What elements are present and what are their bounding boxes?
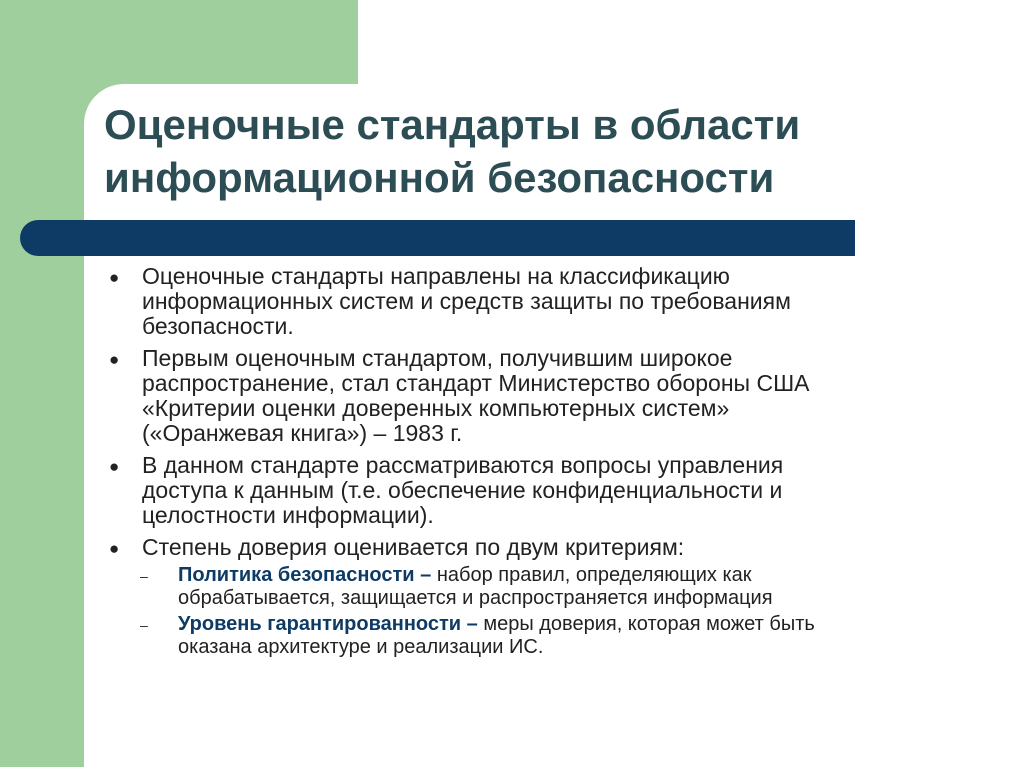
bullet-text-line: Оценочные стандарты направлены на классификацию [142,263,730,289]
sub-bullet-line: обрабатывается, защищается и распространяется информация [178,587,773,609]
bullet-text-line: «Критерии оценки доверенных компьютерных систем» [142,395,730,421]
sub-bullet-definition: набор правил, определяющих как [431,564,752,586]
bullet-dot-icon: ● [109,457,120,476]
bullet-text-line: Степень доверия оценивается по двум критериям: [142,534,685,560]
sub-bullet-term: Уровень гарантированности – [178,613,478,635]
bullet-text-line: целостности информации). [142,502,434,528]
title-divider-bar [20,220,855,256]
bullet-item-classification [108,264,988,339]
bullet-text-line: безопасности. [142,313,294,339]
sub-bullet-definition: меры доверия, которая может быть [477,613,815,635]
sub-bullet-security-policy [108,564,988,610]
sub-bullet-term: Политика безопасности – [178,564,432,586]
bullet-text-line: Первым оценочным стандартом, получившим широкое [142,345,733,371]
dash-icon: – [140,568,148,584]
bullet-text-line: доступа к данным (т.е. обеспечение конфиденциальности и [142,477,783,503]
bullet-dot-icon: ● [109,350,120,369]
bullet-text-line: («Оранжевая книга») – 1983 г. [142,420,463,446]
sub-bullet-line [178,564,988,587]
sub-bullet-line: оказана архитектуре и реализации ИС. [178,636,544,658]
bullet-item-orange-book [108,346,988,446]
bullet-dot-icon: ● [109,539,120,558]
slide-title-line-2: информационной безопасности [104,154,775,201]
bullet-dot-icon: ● [109,268,120,287]
sub-bullet-assurance-level [108,613,988,659]
slide-title [104,98,884,204]
bullet-text-line: распространение, стал стандарт Министерство обороны США [142,370,810,396]
bullet-text-line: информационных систем и средств защиты по требованиям [142,288,791,314]
bullet-list [108,264,988,662]
slide-title-line-1: Оценочные стандарты в области [104,101,801,148]
bullet-item-trust-criteria [108,535,988,560]
bullet-item-access-control [108,453,988,528]
bullet-text-line: В данном стандарте рассматриваются вопросы управления [142,452,784,478]
dash-icon: – [140,617,148,633]
sub-bullet-line [178,613,988,636]
